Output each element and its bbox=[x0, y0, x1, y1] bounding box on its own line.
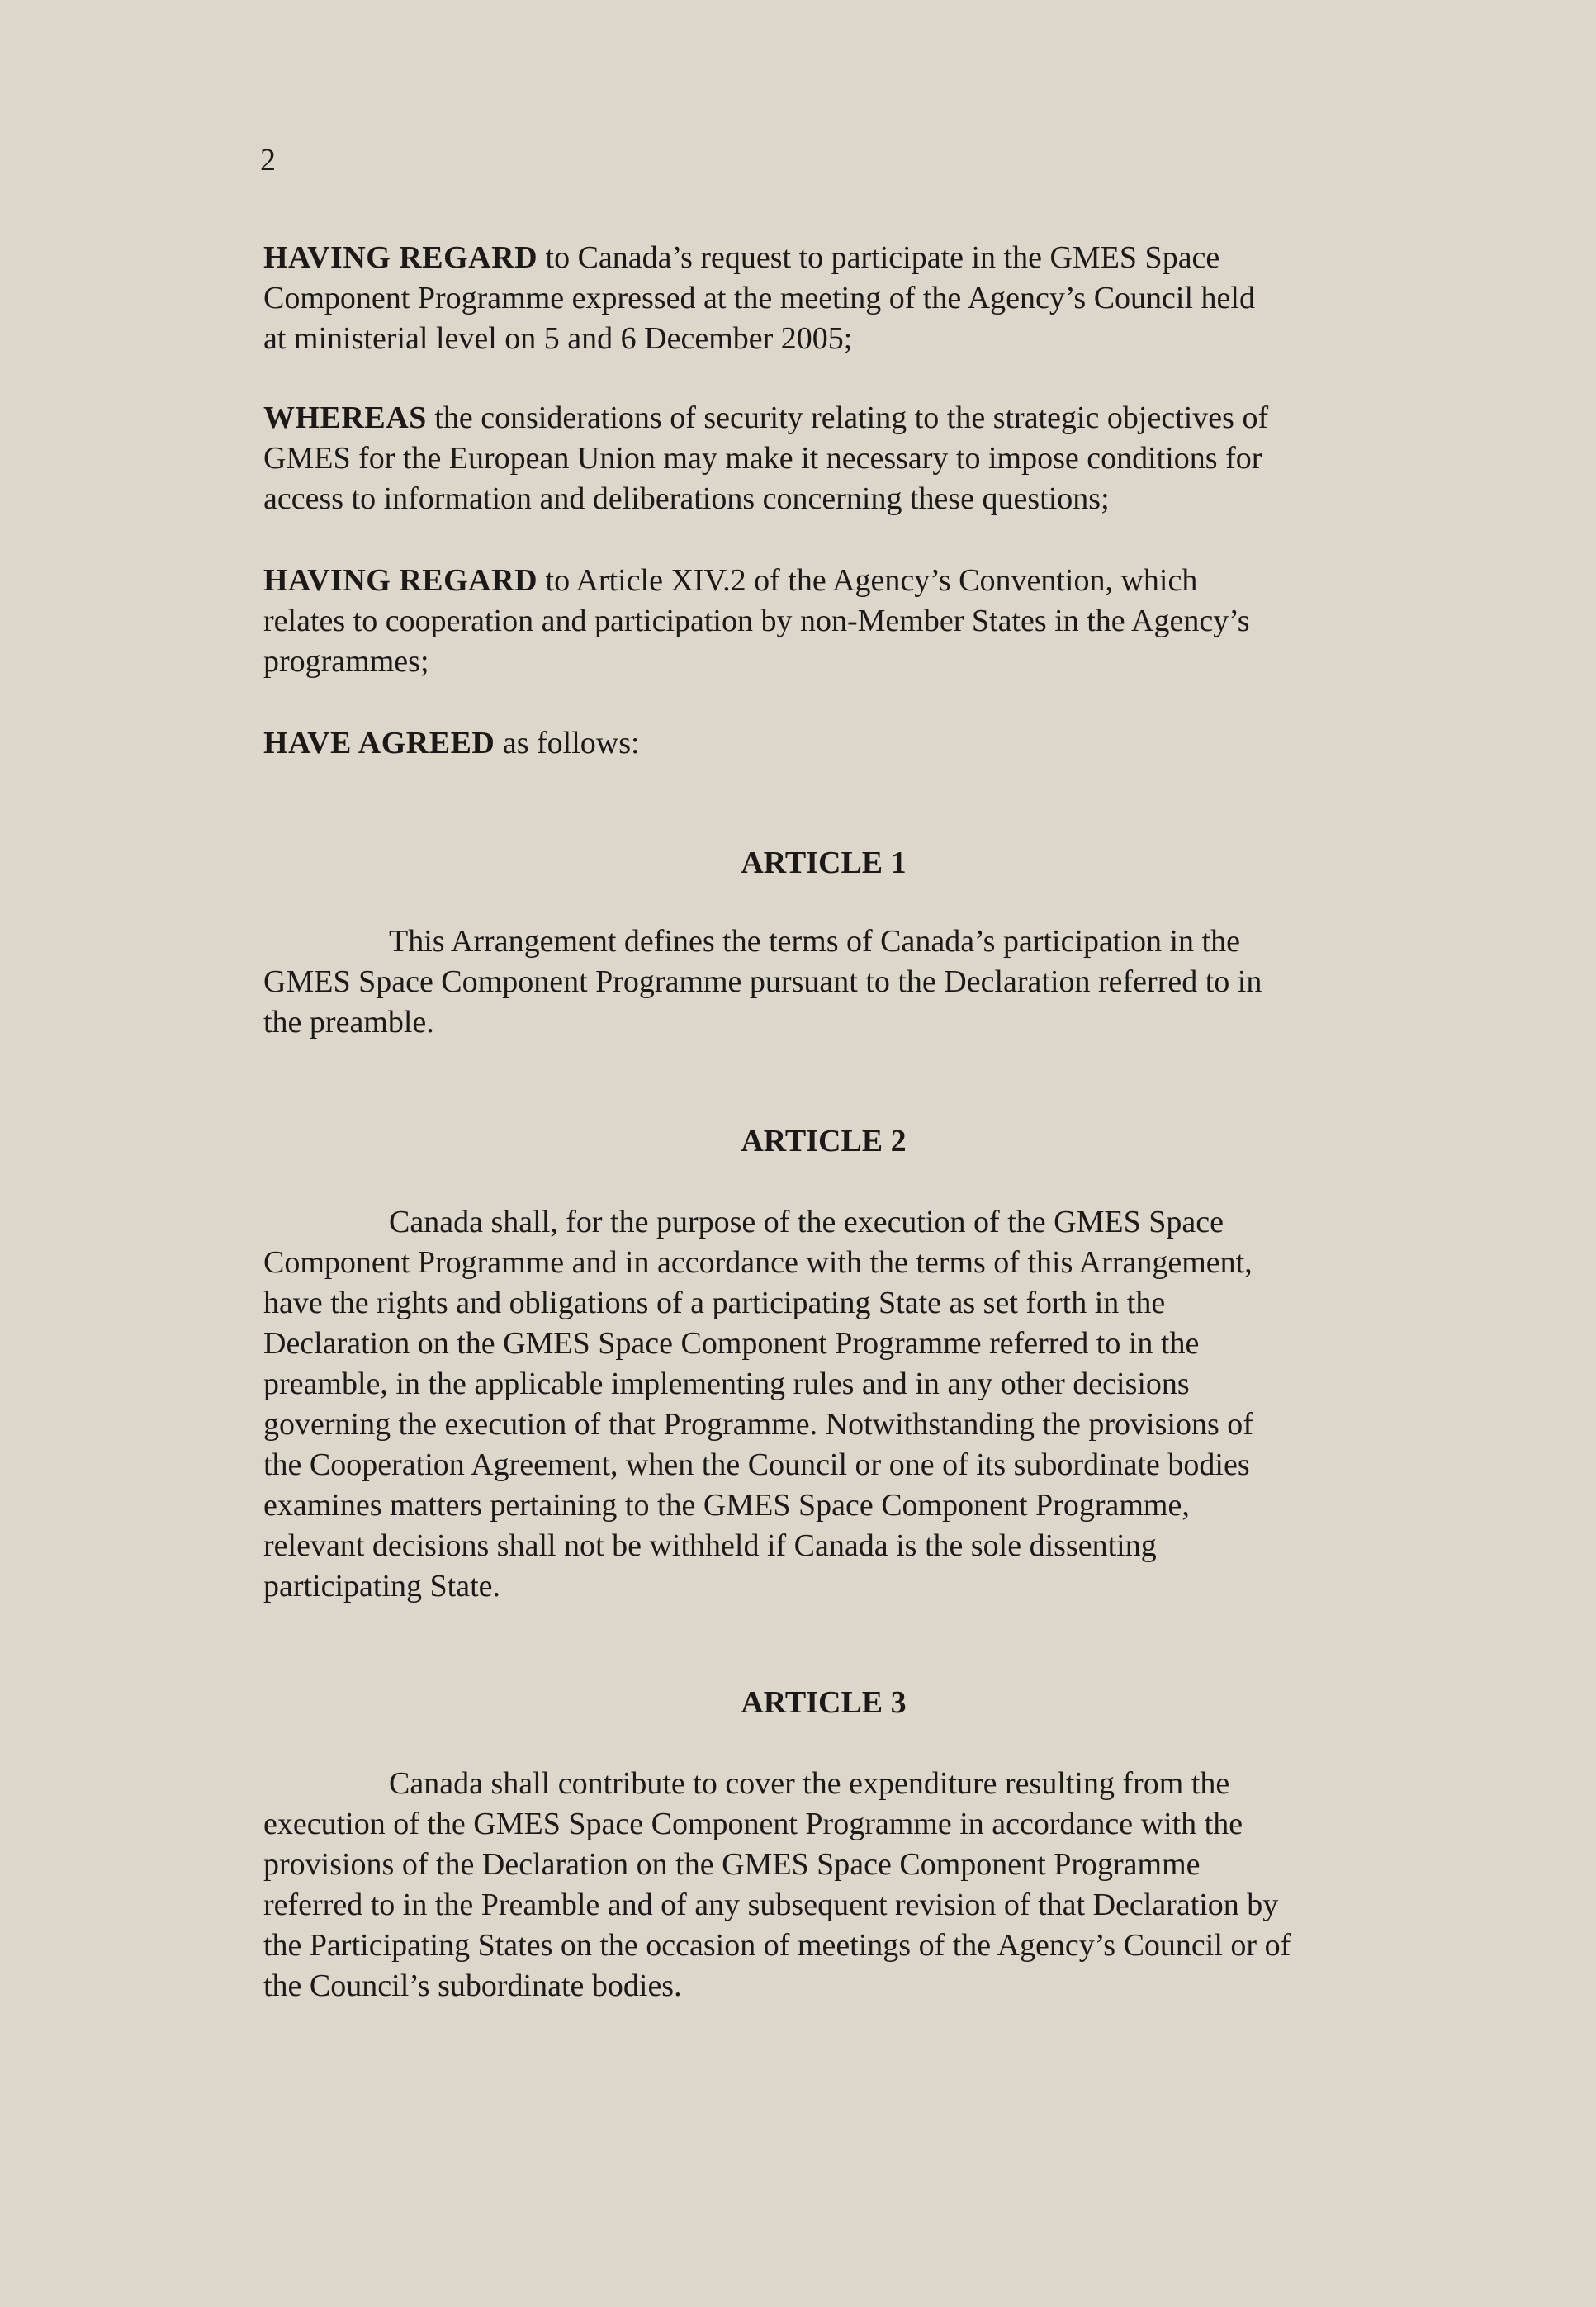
paragraph-lead: HAVE AGREED bbox=[263, 726, 495, 760]
paragraph-text: as follows: bbox=[495, 726, 640, 760]
paragraph-text: to Canada’s request to participate in the GMES Space Component Programme expressed at the meeting of the Agency’s Council held at ministerial level on 5 and 6 December 2005; bbox=[263, 240, 1255, 356]
article-1-text: This Arrangement defines the terms of Canada’s participation in the GMES Space Component Programme pursuant to the Declaration referred to in the preamble. bbox=[263, 924, 1262, 1040]
preamble-paragraph-regard-request bbox=[263, 238, 1411, 359]
article-3-text: Canada shall contribute to cover the expenditure resulting from the execution of the GMES Space Component Programme in accordance with the provisions of the Declaration on the GMES Space Component Programme referred to in the Preamble and of any subsequent revision of that Declaration by the Participating States on the occasion of meetings of the Agency’s Council or of the Council’s subordinate bodies. bbox=[263, 1766, 1291, 2003]
article-1-heading: ARTICLE 1 bbox=[741, 846, 907, 880]
paragraph-text: to Article XIV.2 of the Agency’s Convention, which relates to cooperation and participation by non-Member States in the Agency’s programmes; bbox=[263, 563, 1250, 679]
paragraph-text: the considerations of security relating to the strategic objectives of GMES for the European Union may make it necessary to impose conditions for access to information and deliberations concerning these questions; bbox=[263, 400, 1269, 516]
article-2-text: Canada shall, for the purpose of the execution of the GMES Space Component Programme and in accordance with the terms of this Arrangement, have the rights and obligations of a participating State as set forth in the Declaration on the GMES Space Component Programme referred to in the preamble, in the applicable implementing rules and in any other decisions governing the execution of that Programme. Notwithstanding the provisions of the Cooperation Agreement, when the Council or one of its subordinate bodies examines matters pertaining to the GMES Space Component Programme, relevant decisions shall not be withheld if Canada is the sole dissenting participating State. bbox=[263, 1205, 1253, 1604]
article-2-heading: ARTICLE 2 bbox=[741, 1124, 907, 1158]
paragraph-lead: HAVING REGARD bbox=[263, 240, 538, 275]
page-number: 2 bbox=[260, 143, 276, 178]
preamble-paragraph-whereas bbox=[263, 398, 1411, 519]
preamble-paragraph-regard-convention bbox=[263, 561, 1411, 682]
article-3-heading: ARTICLE 3 bbox=[741, 1685, 907, 1720]
preamble-paragraph-agreed bbox=[263, 723, 1411, 764]
paragraph-lead: HAVING REGARD bbox=[263, 563, 538, 598]
paragraph-lead: WHEREAS bbox=[263, 400, 427, 435]
